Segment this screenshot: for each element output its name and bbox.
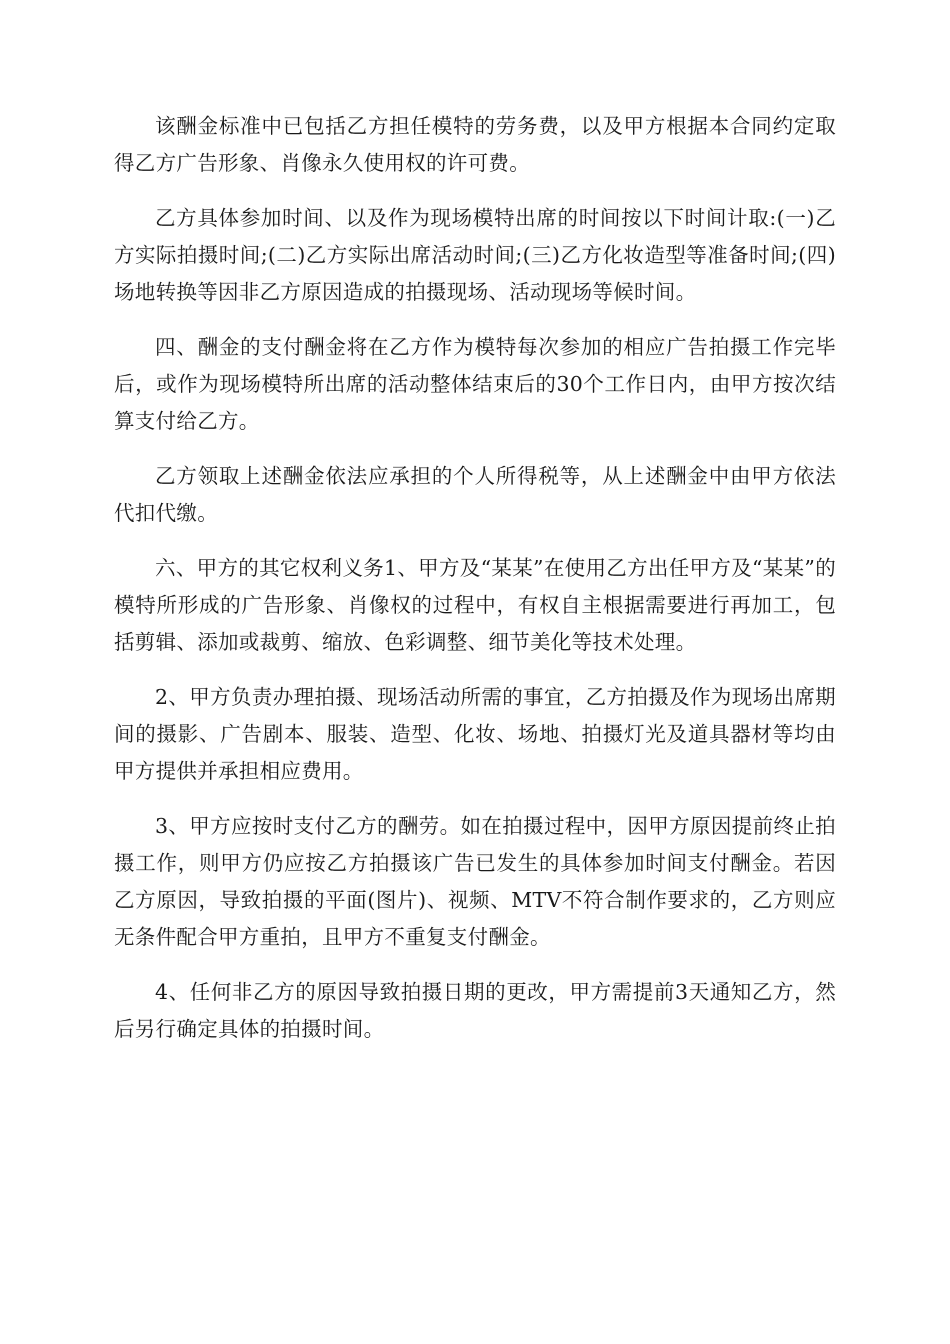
paragraph-clause-2: 2、甲方负责办理拍摄、现场活动所需的事宜，乙方拍摄及作为现场出席期间的摄影、广告剧本、服装、造型、化妆、场地、拍摄灯光及道具器材等均由甲方提供并承担相应费用。 — [114, 685, 836, 783]
paragraph-clause-4: 4、任何非乙方的原因导致拍摄日期的更改，甲方需提前3天通知乙方，然后另行确定具体的拍摄时间。 — [114, 980, 836, 1041]
paragraph-party-a-rights: 六、甲方的其它权利义务1、甲方及“某某”在使用乙方出任甲方及“某某”的模特所形成的广告形象、肖像权的过程中，有权自主根据需要进行再加工，包括剪辑、添加或裁剪、缩放、色彩调整、细节美化等技术处理。 — [114, 556, 836, 654]
paragraph-payment: 四、酬金的支付酬金将在乙方作为模特每次参加的相应广告拍摄工作完毕后，或作为现场模特所出席的活动整体结束后的30个工作日内，由甲方按次结算支付给乙方。 — [114, 335, 836, 433]
document-body — [114, 108, 836, 1066]
paragraph-fee-inclusion: 该酬金标准中已包括乙方担任模特的劳务费，以及甲方根据本合同约定取得乙方广告形象、肖像永久使用权的许可费。 — [114, 114, 836, 175]
paragraph-clause-3: 3、甲方应按时支付乙方的酬劳。如在拍摄过程中，因甲方原因提前终止拍摄工作，则甲方仍应按乙方拍摄该广告已发生的具体参加时间支付酬金。若因乙方原因，导致拍摄的平面(图片)、视频、MTV不符合制作要求的，乙方则应无条件配合甲方重拍，且甲方不重复支付酬金。 — [114, 814, 836, 949]
paragraph-tax: 乙方领取上述酬金依法应承担的个人所得税等，从上述酬金中由甲方依法代扣代缴。 — [114, 464, 836, 525]
paragraph-time-calculation: 乙方具体参加时间、以及作为现场模特出席的时间按以下时间计取:(一)乙方实际拍摄时间;(二)乙方实际出席活动时间;(三)乙方化妆造型等准备时间;(四)场地转换等因非乙方原因造成的拍摄现场、活动现场等候时间。 — [114, 206, 836, 304]
